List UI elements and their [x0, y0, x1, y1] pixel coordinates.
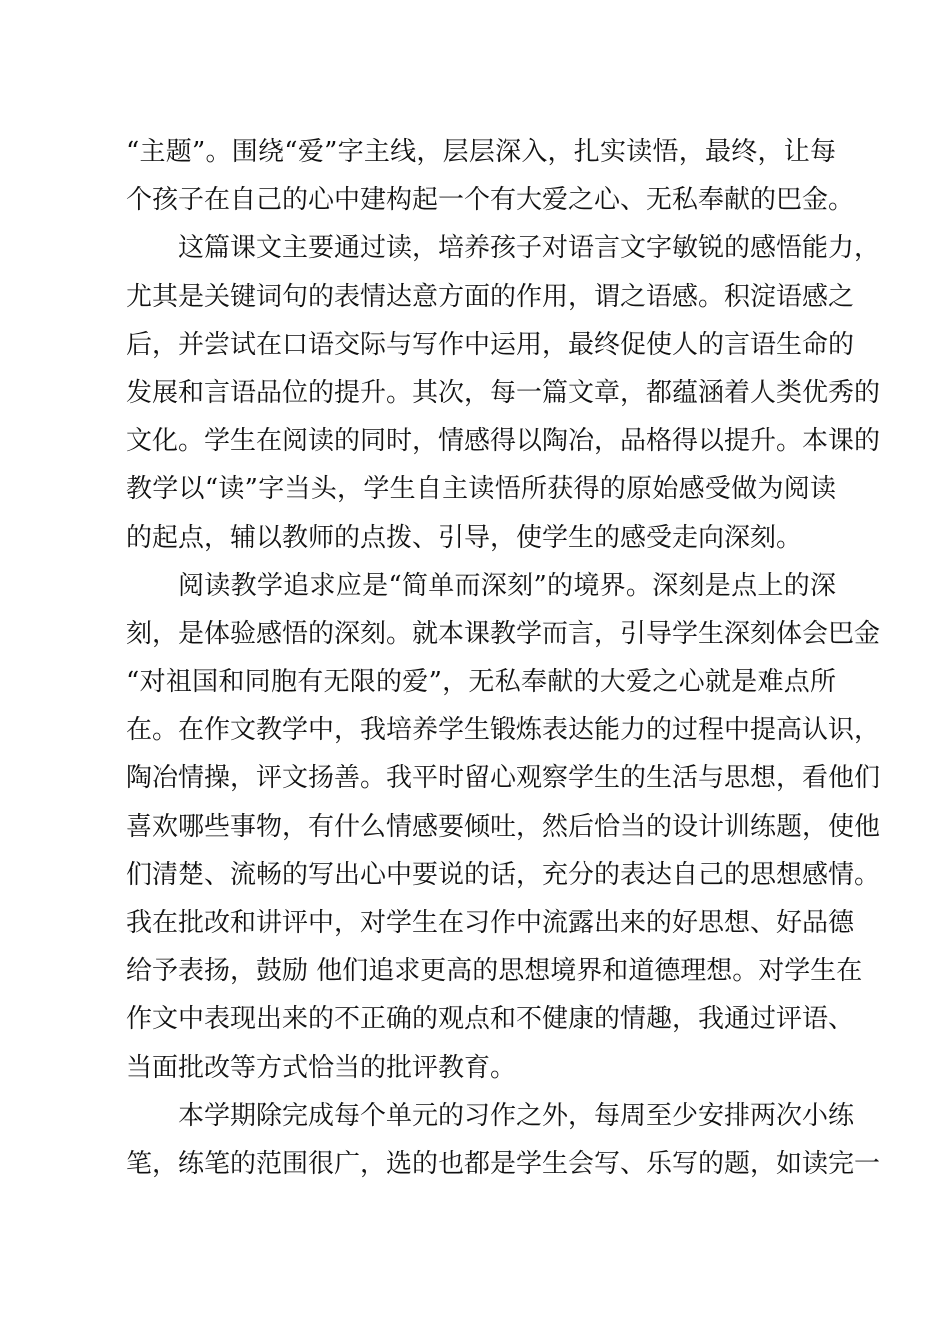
text-line: 陶冶情操，评文扬善。我平时留心观察学生的生活与思想，看他们	[126, 763, 881, 794]
text-line: 当面批改等方式恰当的批评教育。	[126, 1052, 517, 1083]
text-line: 的起点，辅以教师的点拨、引导，使学生的感受走向深刻。	[126, 522, 803, 553]
text-line: 给予表扬，鼓励 他们追求更高的思想境界和道德理想。对学生在	[126, 956, 863, 987]
body-text	[126, 128, 881, 1188]
text-line: 笔，练笔的范围很广，选的也都是学生会写、乐写的题，如读完一	[126, 1148, 881, 1179]
text-line: 文化。学生在阅读的同时，情感得以陶冶，品格得以提升。本课的	[126, 426, 881, 457]
text-line: 教学以“读”字当头，学生自主读悟所获得的原始感受做为阅读	[126, 474, 836, 505]
text-line: 作文中表现出来的不正确的观点和不健康的情趣，我通过评语、	[126, 1004, 855, 1035]
text-line: “对祖国和同胞有无限的爱”，无私奉献的大爱之心就是难点所	[126, 667, 836, 698]
text-line: 个孩子在自己的心中建构起一个有大爱之心、无私奉献的巴金。	[126, 185, 855, 216]
text-line: 在。在作文教学中，我培养学生锻炼表达能力的过程中提高认识，	[126, 715, 881, 746]
text-line: 喜欢哪些事物，有什么情感要倾吐，然后恰当的设计训练题，使他	[126, 811, 881, 842]
text-line: 我在批改和讲评中，对学生在习作中流露出来的好思想、好品德	[126, 908, 855, 938]
paragraph-first-line: 这篇课文主要通过读，培养孩子对语言文字敏锐的感悟能力，	[178, 233, 881, 264]
text-line: 发展和言语品位的提升。其次，每一篇文章，都蕴涵着人类优秀的	[126, 377, 881, 408]
text-line: “主题”。围绕“爱”字主线，层层深入，扎实读悟，最终，让每	[126, 137, 836, 167]
paragraph-first-line: 本学期除完成每个单元的习作之外，每周至少安排两次小练	[178, 1100, 855, 1131]
text-line: 后，并尝试在口语交际与写作中运用，最终促使人的言语生命的	[126, 329, 855, 360]
text-line: 们清楚、流畅的写出心中要说的话，充分的表达自己的思想感情。	[126, 859, 881, 890]
text-line: 刻，是体验感悟的深刻。就本课教学而言，引导学生深刻体会巴金	[126, 618, 881, 649]
text-line: 尤其是关键词句的表情达意方面的作用，谓之语感。积淀语感之	[126, 281, 855, 312]
paragraph-first-line: 阅读教学追求应是“简单而深刻”的境界。深刻是点上的深	[178, 570, 836, 601]
